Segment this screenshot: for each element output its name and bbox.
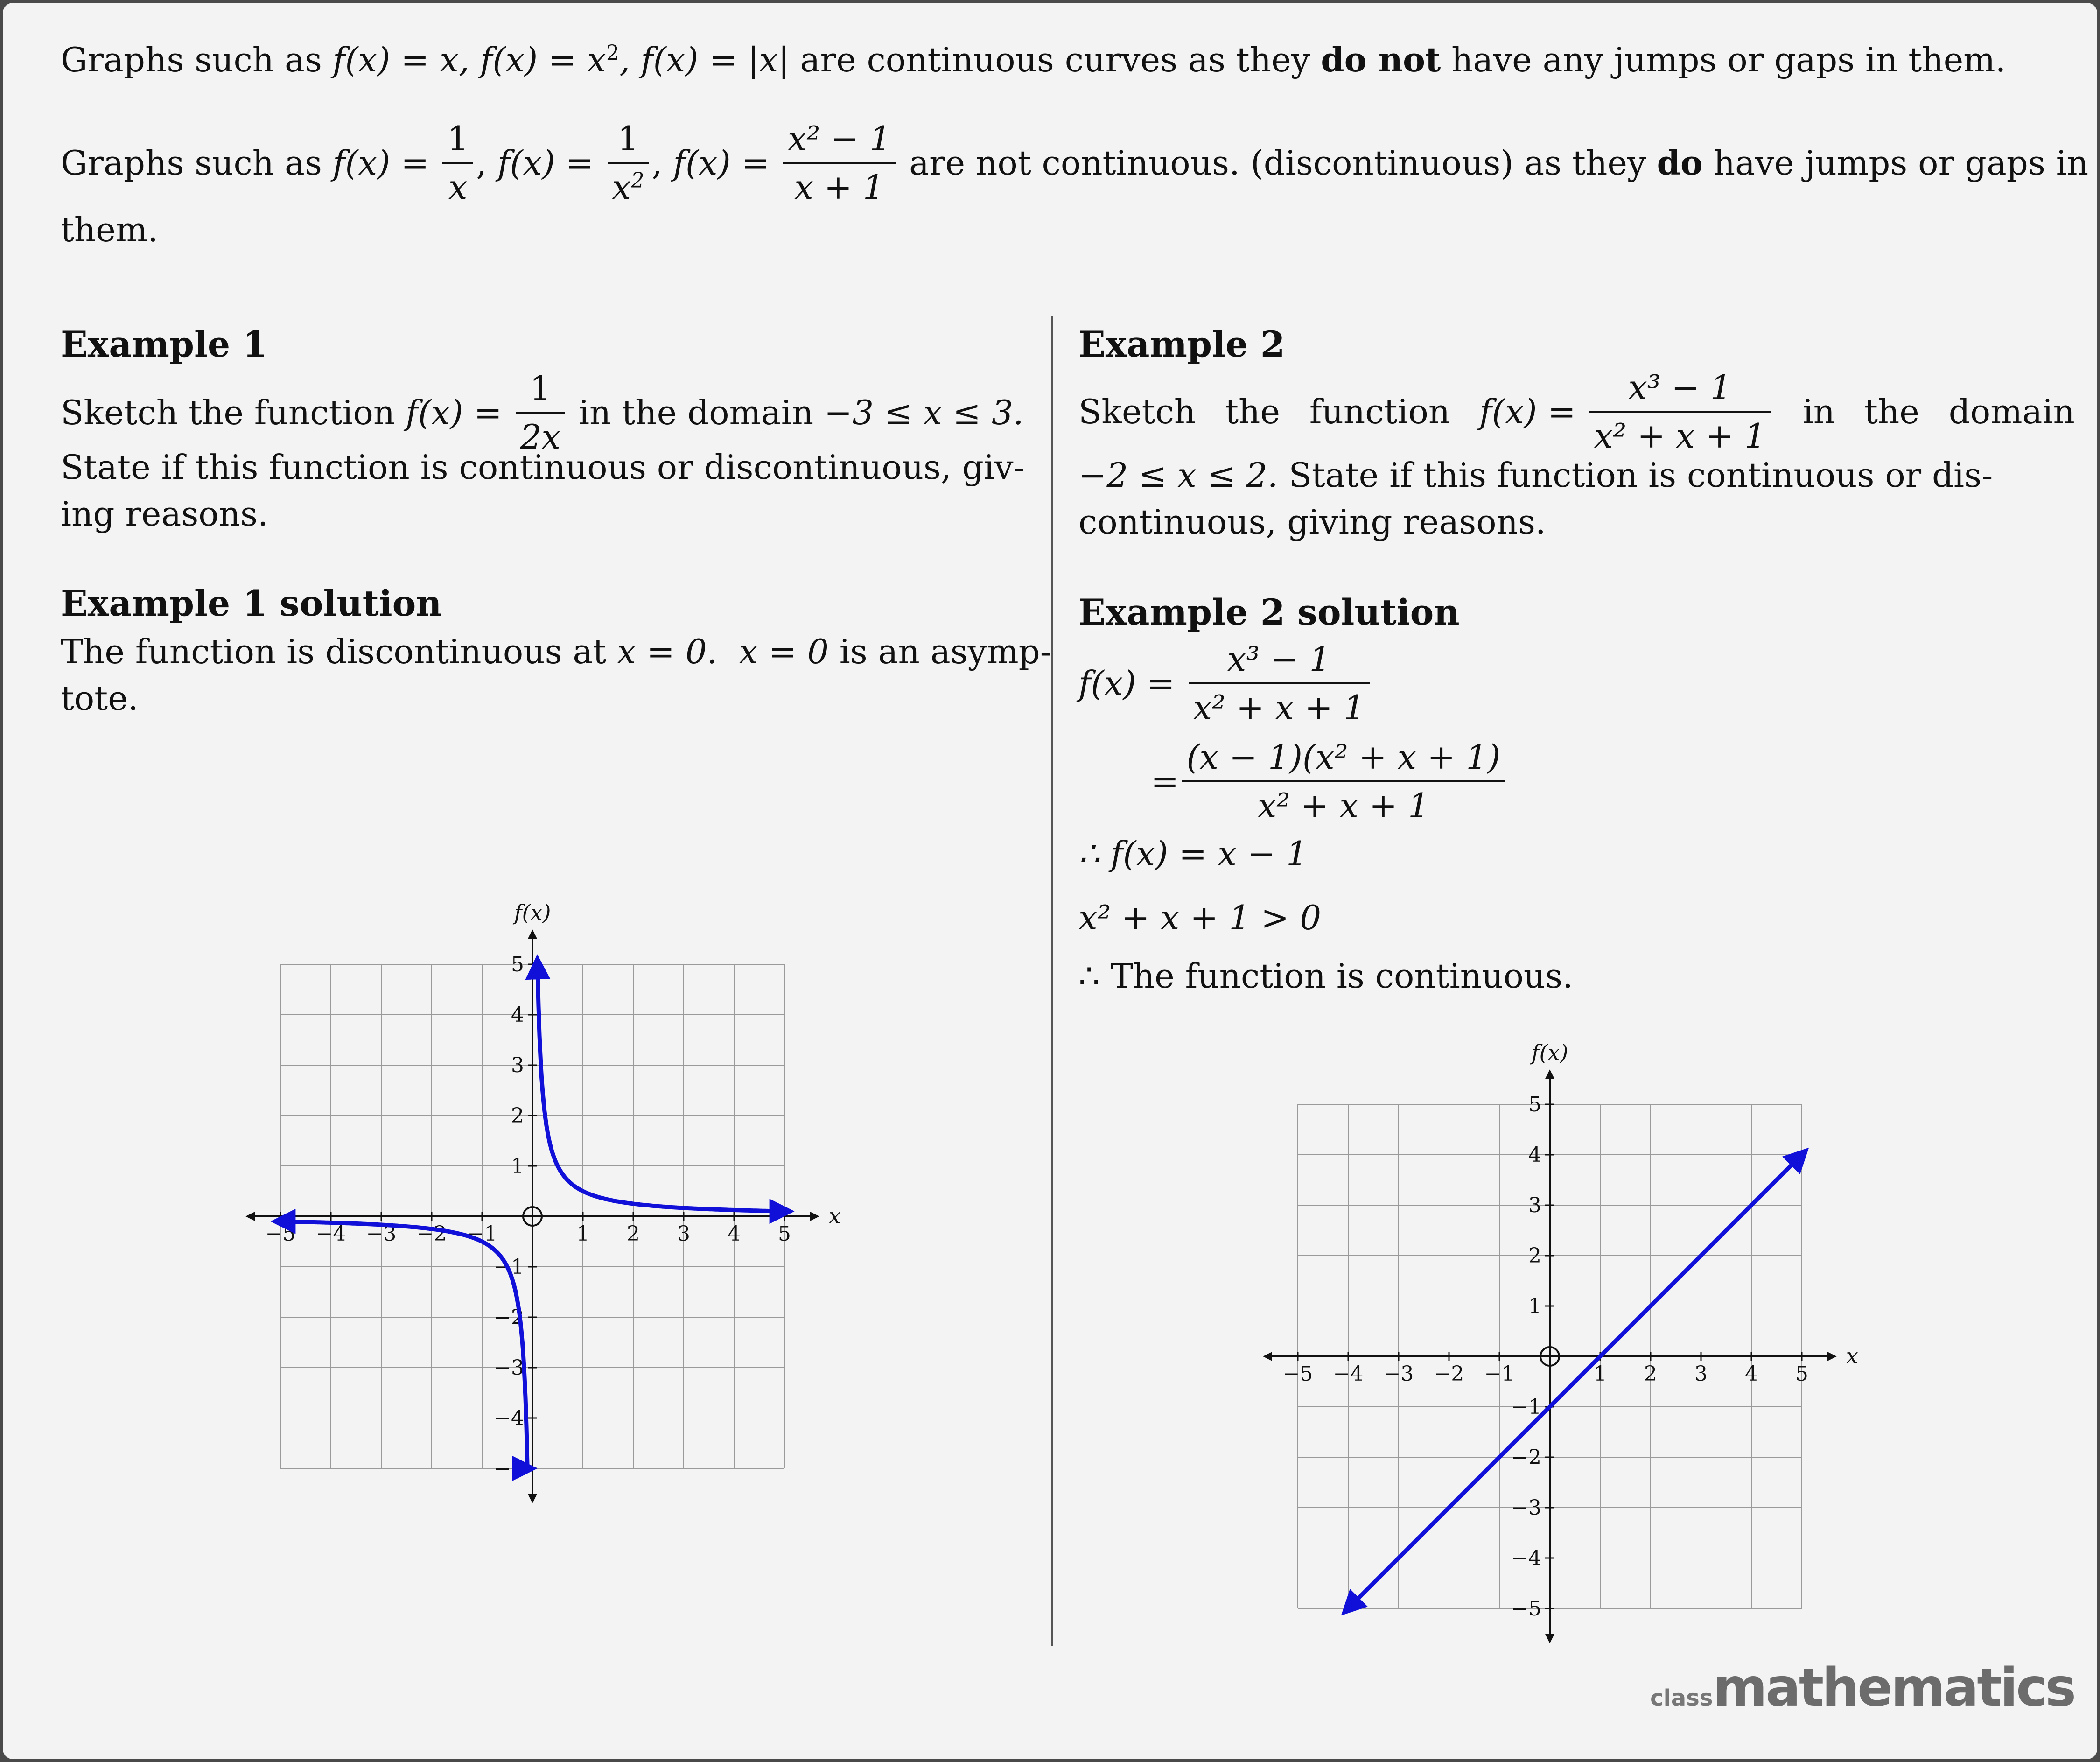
- fraction: $\frac{\text{(x − 1)(x² + x + 1)}}{\text{x² + x + 1}}$: [1182, 740, 1505, 822]
- y-tick-label: −2: [1511, 1446, 1541, 1469]
- math-expr: f(x) =: [332, 143, 440, 183]
- intro-text: Graphs such as: [61, 40, 333, 79]
- y-tick-label: 1: [511, 1154, 524, 1178]
- example-1-text-2: State if this function is continuous or discontinuous, giv-: [61, 448, 1025, 487]
- math-expr: f(x) =: [673, 143, 780, 183]
- x-tick-label: 4: [728, 1222, 741, 1246]
- intro-line-2: Graphs such as f(x) = $\frac{1}{x}$ , f(x) = $\frac{1}{x^2}$ , f(x) = $\frac{\text{x² − 1}}{x + 1}$ are not continuous. (discontinuous) as they do have jumps or gaps in: [61, 119, 2089, 207]
- x-tick-label: 5: [1795, 1362, 1808, 1386]
- y-tick-label: −4: [494, 1406, 524, 1430]
- fraction: $\frac{1}{x}$: [442, 122, 473, 204]
- x-axis-label: x: [1846, 1343, 1858, 1369]
- solution-step-2: = $\frac{\text{(x − 1)(x² + x + 1)}}{\text{x² + x + 1}}$: [1151, 740, 1508, 822]
- intro-text: have jumps or gaps in: [1702, 143, 2089, 183]
- fraction: $\frac{1}{x^2}$: [608, 122, 649, 204]
- x-tick-label: −3: [1383, 1362, 1414, 1386]
- x-tick-label: −3: [366, 1222, 397, 1246]
- intro-text: have any jumps or gaps in them.: [1441, 40, 2006, 79]
- x-axis-label: x: [828, 1203, 841, 1228]
- y-tick-label: 5: [511, 953, 524, 976]
- graph-2: [1263, 1030, 1869, 1650]
- x-tick-label: −1: [1484, 1362, 1515, 1386]
- y-tick-label: −4: [1511, 1546, 1541, 1570]
- example-2-solution-heading: Example 2 solution: [1078, 591, 1460, 633]
- x-tick-label: −4: [1333, 1362, 1364, 1386]
- y-tick-label: 5: [1528, 1093, 1541, 1116]
- math-expr: f(x) = x,: [332, 40, 480, 79]
- function-curve: [280, 1221, 527, 1468]
- solution-step-1: f(x) = $\frac{\text{x³ − 1}}{\text{x² + x + 1}}$: [1078, 642, 1372, 724]
- example-1-heading: Example 1: [61, 323, 267, 365]
- x-tick-label: −5: [265, 1222, 296, 1246]
- example-1-text: Sketch the function f(x) = $\frac{1}{2x}$ in the domain −3 ≤ x ≤ 3.: [61, 369, 1024, 456]
- solution-conclusion: ∴ The function is continuous.: [1078, 956, 1574, 996]
- math-expr: f(x) =: [497, 143, 605, 183]
- example-2-text-2: −2 ≤ x ≤ 2. State if this function is continuous or dis-: [1078, 456, 1993, 495]
- y-tick-label: −1: [494, 1255, 524, 1279]
- example-1-text-3: ing reasons.: [61, 494, 268, 534]
- fraction: $\frac{\text{x³ − 1}}{\text{x² + x + 1}}$: [1589, 371, 1771, 453]
- intro-text: Graphs such as: [61, 143, 333, 183]
- x-tick-label: 3: [1694, 1362, 1708, 1386]
- example-2-text-3: continuous, giving reasons.: [1078, 502, 1546, 541]
- fraction: $\frac{1}{2x}$: [516, 372, 565, 454]
- y-axis-label: f(x): [514, 900, 551, 926]
- fraction: $\frac{\text{x³ − 1}}{\text{x² + x + 1}}$: [1189, 642, 1370, 724]
- emphasis: do: [1657, 143, 1703, 183]
- x-tick-label: −4: [315, 1222, 346, 1246]
- function-curve: [1348, 1155, 1802, 1608]
- y-tick-label: 2: [511, 1104, 524, 1128]
- math-expr: , f(x) = |x|: [619, 40, 790, 79]
- y-tick-label: 2: [1528, 1244, 1541, 1268]
- x-tick-label: −5: [1282, 1362, 1313, 1386]
- emphasis: do not: [1321, 40, 1441, 79]
- y-tick-label: −5: [1511, 1597, 1541, 1621]
- y-tick-label: 3: [511, 1053, 524, 1077]
- page: [3, 3, 2097, 1759]
- example-2-heading: Example 2: [1078, 323, 1285, 365]
- x-tick-label: 2: [627, 1222, 640, 1246]
- intro-line-1: Graphs such as f(x) = x, $f(x) = x^2$, f(x) = |x| are continuous curves as they do not have any jumps or gaps in them.: [61, 40, 2006, 79]
- y-tick-label: −3: [494, 1356, 524, 1380]
- y-tick-label: −2: [494, 1306, 524, 1329]
- x-tick-label: −1: [467, 1222, 497, 1246]
- y-tick-label: −1: [1511, 1395, 1541, 1419]
- y-tick-label: 4: [1528, 1143, 1541, 1167]
- x-tick-label: 1: [576, 1222, 589, 1246]
- y-axis-label: f(x): [1531, 1040, 1568, 1066]
- x-tick-label: −2: [1434, 1362, 1464, 1386]
- solution-step-4: x² + x + 1 > 0: [1078, 898, 1321, 937]
- math-expr: f(x) = x: [480, 40, 606, 79]
- graph-1: [245, 890, 852, 1510]
- x-tick-label: 2: [1644, 1362, 1657, 1386]
- y-tick-label: −3: [1511, 1496, 1541, 1520]
- example-1-solution-heading: Example 1 solution: [61, 583, 442, 624]
- x-tick-label: 3: [677, 1222, 690, 1246]
- column-divider: [1051, 316, 1053, 1646]
- intro-text: are continuous curves as they: [789, 40, 1321, 79]
- solution-step-3: ∴ f(x) = x − 1: [1078, 834, 1308, 873]
- x-tick-label: 4: [1745, 1362, 1758, 1386]
- example-1-solution-text: The function is discontinuous at x = 0. x = 0 is an asymp-: [61, 632, 1052, 671]
- example-2-text: Sketch the function f(x) = $\frac{\text{x³ − 1}}{\text{x² + x + 1}}$ in the domain: [1078, 368, 2075, 456]
- intro-text: are not continuous. (discontinuous) as they: [898, 143, 1657, 183]
- y-tick-label: 1: [1528, 1294, 1541, 1318]
- fraction: $\frac{\text{x² − 1}}{x + 1}$: [783, 122, 896, 204]
- y-tick-label: 4: [511, 1003, 524, 1027]
- x-tick-label: 5: [778, 1222, 791, 1246]
- example-1-solution-text-2: tote.: [61, 679, 139, 718]
- intro-line-3: them.: [61, 210, 159, 249]
- x-tick-label: −2: [416, 1222, 447, 1246]
- class-mathematics-logo: classmathematics: [1650, 1657, 2075, 1718]
- y-tick-label: 3: [1528, 1193, 1541, 1217]
- y-tick-label: −5: [494, 1457, 524, 1481]
- x-tick-label: 1: [1594, 1362, 1607, 1386]
- function-curve: [538, 964, 784, 1211]
